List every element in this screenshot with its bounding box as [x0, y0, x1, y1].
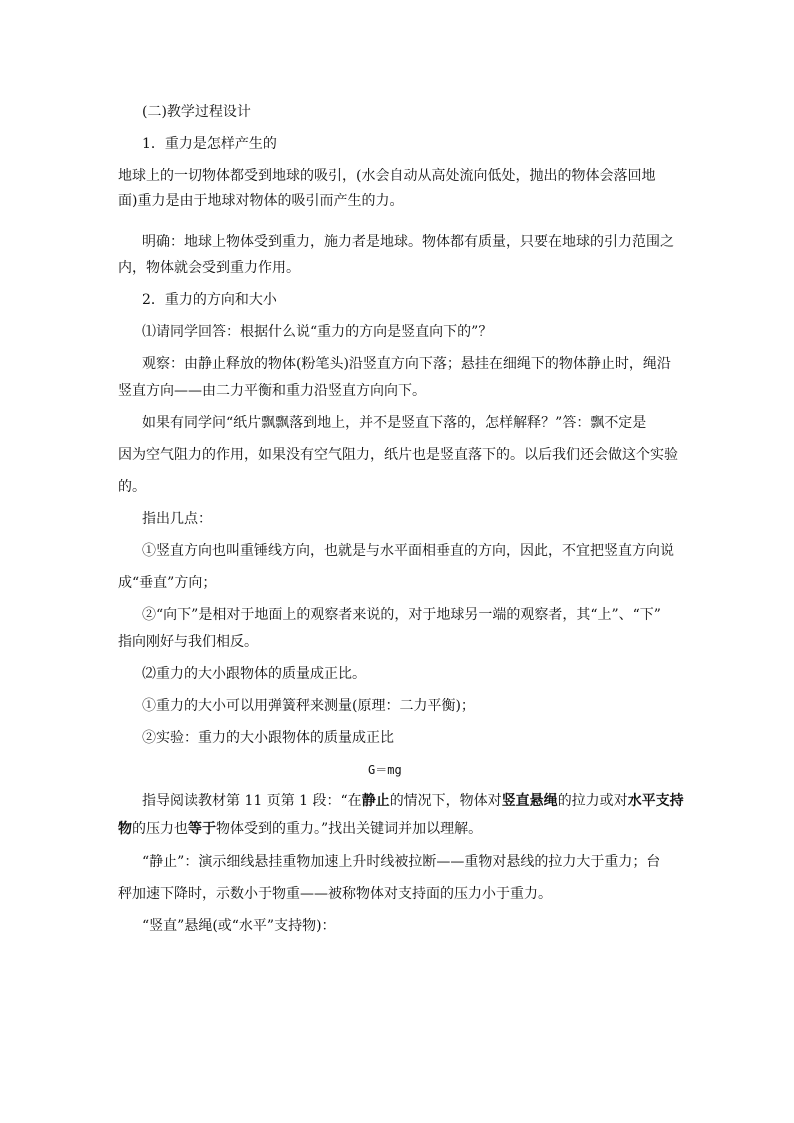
formula: G＝mg: [368, 763, 402, 777]
section-heading: (二)教学过程设计: [142, 104, 251, 120]
paragraph-line: [142, 791, 684, 811]
list-item: ①竖直方向也叫重锤线方向，也就是与水平面相垂直的方向，因此，不宜把竖直方向说: [142, 543, 674, 559]
paragraph-line: 秤加速下降时，示数小于物重——被称物体对支持面的压力小于重力。: [118, 886, 552, 902]
list-item: ①重力的大小可以用弹簧秤来测量(原理：二力平衡)；: [142, 698, 475, 714]
list-item: ②实验：重力的大小跟物体的质量成正比: [142, 730, 394, 746]
paragraph-line: “竖直”悬绳(或“水平”支持物)：: [142, 918, 336, 934]
paragraph-line: 因为空气阻力的作用，如果没有空气阻力，纸片也是竖直落下的。以后我们还会做这个实验: [118, 447, 678, 463]
paragraph-line: 内，物体就会受到重力作用。: [118, 260, 300, 276]
question-2: ⑵重力的大小跟物体的质量成正比。: [142, 666, 366, 682]
keyword: 竖直悬绳: [501, 793, 558, 809]
paragraph-line: 如果有同学问“纸片飘飘落到地上，并不是竖直下落的，怎样解释？”答：飘不定是: [142, 415, 647, 431]
paragraph-line: [118, 819, 482, 839]
points-label: 指出几点：: [142, 511, 212, 527]
paragraph-line: 观察：由静止释放的物体(粉笔头)沿竖直方向下落；悬挂在细绳下的物体静止时，绳沿: [142, 356, 671, 372]
text: 的拉力或对: [557, 793, 628, 809]
keyword: 等于: [188, 821, 216, 837]
keyword: 水平支持: [627, 793, 684, 809]
text: 指导阅读教材第 11 页第 1 段：“在: [142, 793, 362, 809]
list-item: 成“垂直”方向；: [118, 575, 217, 591]
question-1: ⑴请同学回答：根据什么说“重力的方向是竖直向下的”？: [142, 324, 493, 340]
paragraph-line: 的。: [118, 479, 146, 495]
paragraph-line: 明确：地球上物体受到重力，施力者是地球。物体都有质量，只要在地球的引力范围之: [142, 234, 674, 250]
text: 的情况下，物体对: [389, 793, 502, 809]
text: 的压力也: [132, 821, 188, 837]
text: 物体受到的重力。”找出关键词并加以理解。: [216, 821, 483, 837]
list-item: ②“向下”是相对于地面上的观察者来说的，对于地球另一端的观察者，其“上”、“下”: [142, 607, 661, 623]
paragraph-line: 面)重力是由于地球对物体的吸引而产生的力。: [118, 193, 404, 209]
paragraph-line: 地球上的一切物体都受到地球的吸引，(水会自动从高处流向低处，抛出的物体会落回地: [118, 168, 656, 184]
list-item: 指向刚好与我们相反。: [118, 634, 258, 650]
paragraph-line: “静止”：演示细线悬挂重物加速上升时线被拉断——重物对悬线的拉力大于重力；台: [142, 854, 661, 870]
keyword: 静止: [361, 793, 390, 809]
paragraph-line: 竖直方向——由二力平衡和重力沿竖直方向向下。: [118, 383, 426, 399]
keyword: 物: [118, 821, 132, 837]
subsection-title-1: 1．重力是怎样产生的: [142, 136, 277, 152]
subsection-title-2: 2．重力的方向和大小: [142, 292, 277, 308]
